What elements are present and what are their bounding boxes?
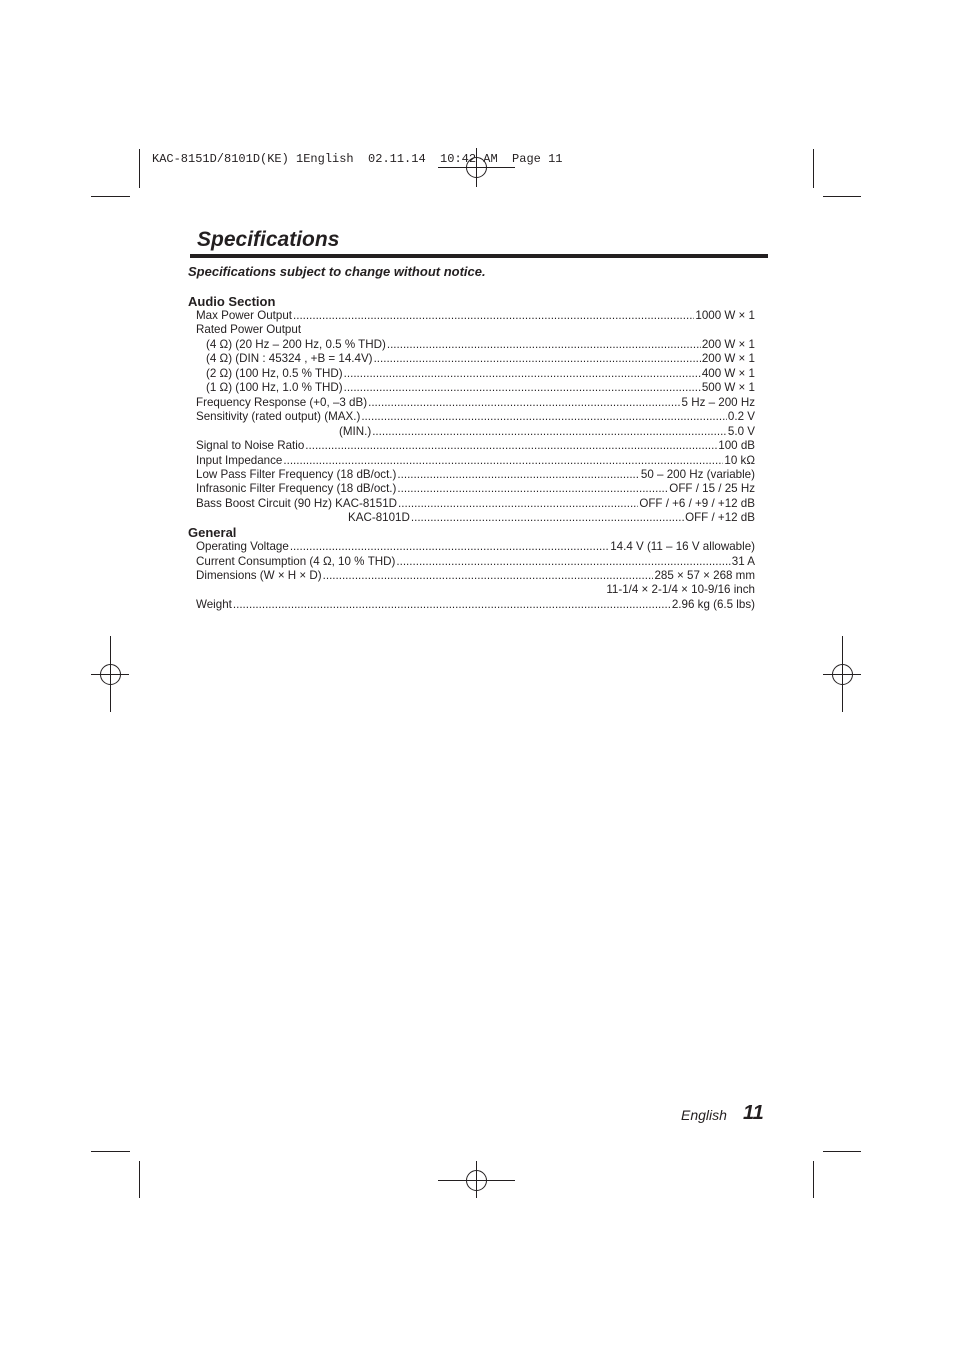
print-slug: KAC-8151D/8101D(KE) 1English 02.11.14 10:42 AM Page 11 (152, 152, 563, 166)
spec-weight: Weight ..... 2.96 kg (6.5 lbs) (196, 598, 755, 611)
spec-rated-row: (2 Ω) (100 Hz, 0.5 % THD) ..... 400 W × 1 (206, 367, 755, 380)
spec-bass-boost-8151: Bass Boost Circuit (90 Hz) KAC-8151D ..... OFF / +6 / +9 / +12 dB (196, 497, 755, 510)
spec-low-pass-filter: Low Pass Filter Frequency (18 dB/oct.) ..... 50 – 200 Hz (variable) (196, 468, 755, 481)
page-number: 11 (743, 1102, 764, 1124)
spec-max-power: Max Power Output ..... 1000 W × 1 (196, 309, 755, 322)
crop-mark-top-right-v (813, 149, 814, 188)
spec-rated-row: (1 Ω) (100 Hz, 1.0 % THD) ..... 500 W × 1 (206, 381, 755, 394)
crop-mark-bottom-right-h (823, 1151, 861, 1152)
audio-section-heading: Audio Section (188, 294, 276, 309)
spec-bass-boost-8101: KAC-8101D ..... OFF / +12 dB (348, 511, 755, 524)
title-rule (190, 254, 768, 258)
crop-mark-top-left-h (91, 196, 130, 197)
spec-infrasonic-filter: Infrasonic Filter Frequency (18 dB/oct.) ..... OFF / 15 / 25 Hz (196, 482, 755, 495)
spec-current-consumption: Current Consumption (4 Ω, 10 % THD) ..... 31 A (196, 555, 755, 568)
spec-input-impedance: Input Impedance ..... 10 kΩ (196, 454, 755, 467)
crop-mark-bottom-left-v (139, 1161, 140, 1198)
crop-mark-bottom-right-v (813, 1161, 814, 1198)
spec-operating-voltage: Operating Voltage ..... 14.4 V (11 – 16 V allowable) (196, 540, 755, 553)
notice: Specifications subject to change without notice. (188, 264, 486, 279)
general-section-heading: General (188, 525, 237, 540)
spec-rated-row: (4 Ω) (20 Hz – 200 Hz, 0.5 % THD) ..... 200 W × 1 (206, 338, 755, 351)
spec-dimensions-inch: 11-1/4 × 2-1/4 × 10-9/16 inch (606, 583, 755, 596)
spec-frequency-response: Frequency Response (+0, –3 dB) ..... 5 Hz – 200 Hz (196, 396, 755, 409)
crop-mark-top-right-h (823, 196, 861, 197)
spec-signal-noise: Signal to Noise Ratio ..... 100 dB (196, 439, 755, 452)
spec-rated-power-label: Rated Power Output (196, 323, 302, 336)
spec-dimensions: Dimensions (W × H × D) ..... 285 × 57 × 268 mm (196, 569, 755, 582)
crop-mark-bottom-left-h (91, 1151, 130, 1152)
spec-sensitivity-max: Sensitivity (rated output) (MAX.) ..... 0.2 V (196, 410, 755, 423)
footer-language: English (681, 1107, 727, 1123)
spec-rated-row: (4 Ω) (DIN : 45324 , +B = 14.4V) ..... 200 W × 1 (206, 352, 755, 365)
crop-mark-top-left-v (139, 149, 140, 188)
page-title: Specifications (197, 228, 340, 251)
spec-sensitivity-min: (MIN.) ..... 5.0 V (339, 425, 755, 438)
